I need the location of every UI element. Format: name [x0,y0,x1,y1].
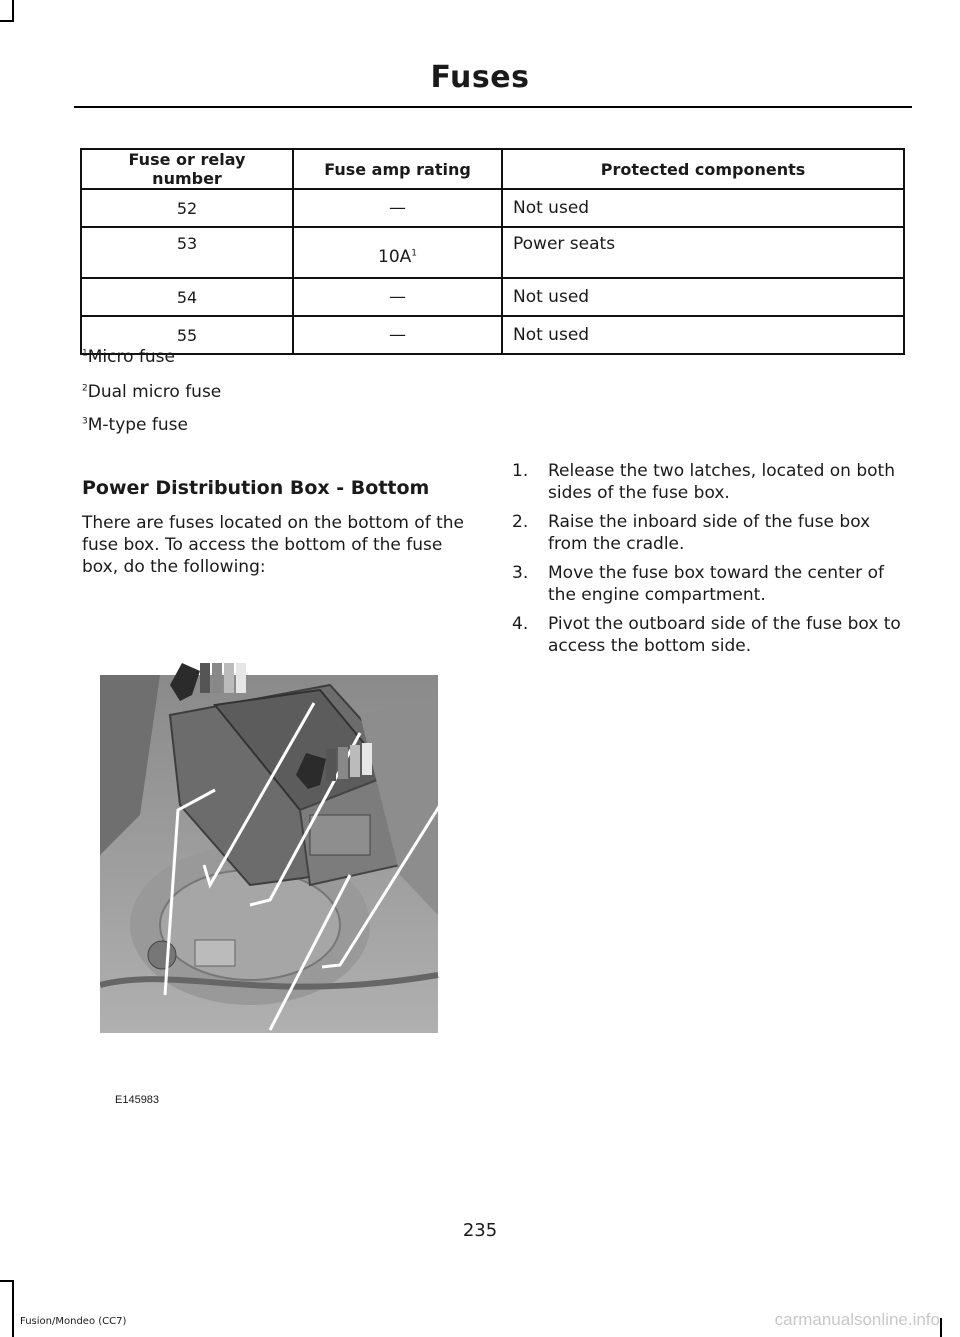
fuse-number: 53 [81,227,293,278]
step-number: 2. [512,512,529,532]
fuse-component: Not used [502,316,904,354]
step-text: Raise the inboard side of the fuse box from the cradle. [548,512,871,554]
footnote-mark: 1 [82,348,88,359]
page-number: 235 [462,1220,498,1241]
footnote-mark: 2 [82,383,88,394]
fuse-rating: — [293,278,502,316]
list-item [506,460,910,504]
list-item [506,562,910,606]
col-header-components: Protected components [502,149,904,189]
section-heading: Power Distribution Box - Bottom [82,477,430,499]
footer-model: Fusion/Mondeo (CC7) [20,1316,127,1327]
fuse-number: 52 [81,189,293,227]
fuse-rating: 10A [378,246,412,267]
footnote-ref: 1 [411,247,417,258]
footnote-text: Micro fuse [87,347,175,367]
figure-code: E145983 [115,1094,160,1106]
step-text: Release the two latches, located on both sides of the fuse box. [548,461,895,503]
step-number: 3. [512,563,529,583]
crop-mark [0,1280,14,1282]
step-number: 1. [512,461,529,481]
list-item [506,613,910,657]
fuse-component: Not used [502,189,904,227]
fuse-table [80,148,905,355]
table-header-row [81,149,904,189]
footnote [82,347,175,367]
table-row [81,278,904,316]
step-number: 4. [512,614,529,634]
section-paragraph: There are fuses located on the bottom of the fuse box. To access the bottom of the fuse box, do the following: [82,513,464,577]
crop-mark [0,20,14,22]
fuse-rating: — [293,189,502,227]
fuse-number: 54 [81,278,293,316]
footnote-text: Dual micro fuse [87,382,222,402]
footnote-mark: 3 [82,416,88,427]
instruction-steps [506,460,910,664]
col-header-rating: Fuse amp rating [293,149,502,189]
step-text: Pivot the outboard side of the fuse box to access the bottom side. [548,614,901,656]
col-header-number: Fuse or relay number [81,149,293,189]
list-item [506,511,910,555]
crop-mark [940,1318,942,1337]
footnote-text: M-type fuse [87,415,188,435]
fuse-number: 55 [81,316,293,354]
footer-watermark: carmanualsonline.info [774,1310,940,1329]
header-divider [74,106,912,108]
fuse-rating-cell [293,227,502,278]
footnote [82,415,188,435]
table-row [81,189,904,227]
page-title: Fuses [430,60,530,95]
crop-mark [12,0,14,22]
table-row [81,316,904,354]
fuse-box-illustration [100,655,440,1035]
table-row [81,227,904,278]
fuse-component: Power seats [502,227,904,278]
fuse-component: Not used [502,278,904,316]
step-text: Move the fuse box toward the center of the engine compartment. [548,563,884,605]
crop-mark [12,1280,14,1337]
fuse-rating: — [293,316,502,354]
footnote [82,382,221,402]
